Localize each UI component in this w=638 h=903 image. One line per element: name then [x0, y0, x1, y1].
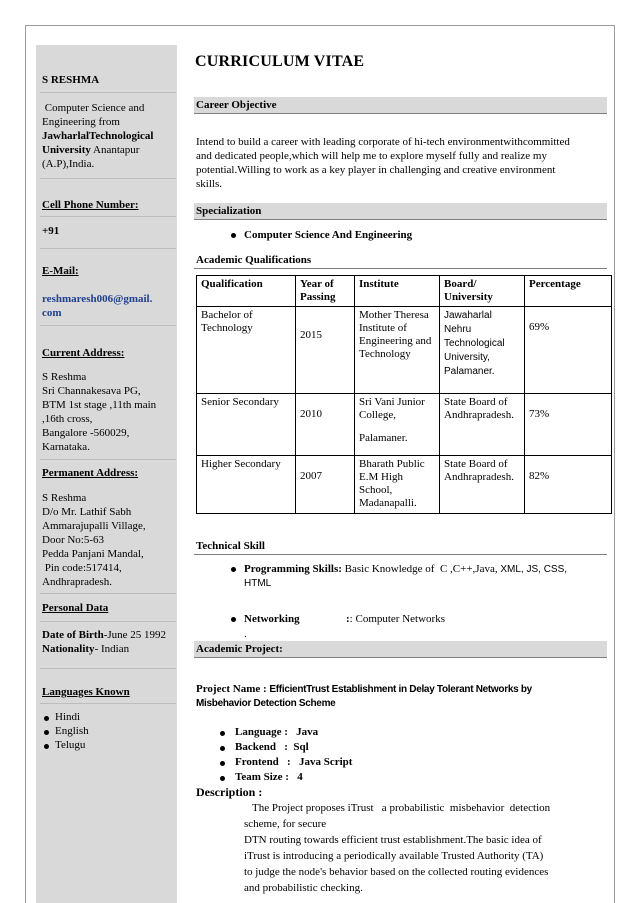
table-header-row — [197, 276, 612, 307]
institute-line: Palamaner. — [359, 432, 408, 444]
edu-line: JawharlalTechnological — [42, 130, 154, 142]
bullet-icon — [44, 716, 49, 721]
edu-line — [42, 143, 174, 157]
page-title: CURRICULUM VITAE — [195, 53, 365, 70]
edu-city: Anantapur — [90, 144, 140, 156]
languages-label: Languages Known — [42, 686, 130, 698]
current-address — [42, 370, 174, 454]
address-line: Sri Channakesava PG, — [42, 385, 141, 397]
table-cell: 2010 — [296, 394, 355, 456]
language-item: Hindi — [55, 711, 81, 723]
phone-value: +91 — [42, 225, 60, 237]
divider — [40, 621, 176, 622]
table-cell: State Board of Andhrapradesh. — [440, 456, 525, 514]
text-line: DTN routing towards efficient trust establishment.The basic idea of — [244, 834, 542, 846]
divider — [40, 593, 176, 594]
networking-text: : Computer Networks — [349, 613, 445, 625]
column-header: Qualification — [197, 276, 296, 307]
nationality-value: - Indian — [94, 643, 130, 655]
project-name-label: Project Name : — [196, 683, 270, 695]
table-cell: 69% — [525, 307, 612, 394]
address-line: BTM 1st stage ,11th main — [42, 399, 157, 411]
table-cell: 82% — [525, 456, 612, 514]
project-name — [196, 682, 606, 697]
description-text — [244, 800, 604, 896]
phone-label: Cell Phone Number: — [42, 199, 139, 211]
table-cell: Bachelor of Technology — [197, 307, 296, 394]
edu-university: University — [42, 144, 91, 156]
column-header: Year of Passing — [296, 276, 355, 307]
email-line[interactable]: com — [42, 307, 62, 319]
address-line: Pedda Panjani Mandal, — [42, 548, 144, 560]
nationality — [42, 642, 174, 656]
project-name-value: EfficientTrust Establishment in Delay Tolerant Networks by — [269, 684, 532, 695]
language-item: English — [55, 725, 89, 737]
academic-qualifications-heading: Academic Qualifications — [194, 252, 607, 269]
divider — [40, 216, 176, 217]
bullet-icon — [231, 567, 236, 572]
address-line: S Reshma — [42, 492, 87, 504]
bullet-icon — [231, 617, 236, 622]
table-row — [197, 394, 612, 456]
language-item: Telugu — [55, 739, 86, 751]
project-detail-item: Team Size : 4 — [235, 771, 303, 783]
academic-project-heading: Academic Project: — [194, 641, 607, 658]
edu-line: (A.P),India. — [42, 158, 95, 170]
programming-skills-line2: HTML — [244, 578, 272, 589]
address-line: Andhrapradesh. — [42, 576, 112, 588]
table-cell: Bharath Public E.M High School, Madanapalli. — [355, 456, 440, 514]
email-line[interactable]: reshmaresh006@gmail. — [42, 293, 153, 305]
address-line: ,16th cross, — [42, 413, 93, 425]
career-objective-text — [196, 135, 606, 191]
nationality-label: Nationality — [42, 643, 95, 655]
text-line: skills. — [196, 178, 222, 190]
text-line: and dedicated people,which will help me to explore myself fully and realize my — [196, 150, 547, 162]
bullet-icon — [44, 744, 49, 749]
programming-skills — [244, 562, 604, 577]
edu-line: Engineering from — [42, 116, 120, 128]
address-line: Bangalore -560029, — [42, 427, 130, 439]
table-row — [197, 456, 612, 514]
table-cell: State Board of Andhrapradesh. — [440, 394, 525, 456]
divider — [40, 92, 176, 93]
text-line: and probabilistic checking. — [244, 882, 363, 894]
column-header: Board/ University — [440, 276, 525, 307]
address-line: Door No:5-63 — [42, 534, 105, 546]
divider — [40, 459, 176, 460]
bullet-icon — [220, 731, 225, 736]
table-cell — [355, 394, 440, 456]
divider — [40, 668, 176, 669]
description-heading: Description : — [196, 785, 263, 799]
divider — [40, 703, 176, 704]
specialization-item: Computer Science And Engineering — [244, 229, 413, 241]
institute-line: Sri Vani Junior College, — [359, 396, 425, 421]
table-cell: 73% — [525, 394, 612, 456]
bullet-icon — [44, 730, 49, 735]
text-line: scheme, for secure — [244, 818, 327, 830]
networking-label: Networking — [244, 613, 300, 625]
bullet-icon — [231, 233, 236, 238]
specialization-heading: Specialization — [194, 203, 607, 220]
personal-data-label: Personal Data — [42, 602, 109, 614]
bullet-icon — [220, 776, 225, 781]
text-line: potential.Willing to work as a key player in challenging and creative environment — [196, 164, 556, 176]
column-header: Percentage — [525, 276, 612, 307]
programming-value: Basic Knowledge of C ,C++,Java, — [341, 563, 498, 575]
technical-skill-heading: Technical Skill — [194, 538, 607, 555]
address-line: S Reshma — [42, 371, 87, 383]
qualifications-table — [196, 275, 612, 514]
divider — [40, 178, 176, 179]
edu-line: Computer Science and — [42, 102, 145, 114]
address-line: Karnataka. — [42, 441, 90, 453]
permanent-address — [42, 491, 174, 589]
education-summary — [42, 101, 174, 171]
dob-value: -June 25 1992 — [103, 629, 167, 641]
bullet-icon — [220, 746, 225, 751]
project-detail-item: Language : Java — [235, 726, 319, 738]
table-cell: Jawaharlal Nehru Technological University, Palamaner. — [440, 307, 525, 394]
project-name-line2: Misbehavior Detection Scheme — [196, 698, 336, 709]
networking-value: :: Computer Networks — [346, 613, 445, 625]
project-detail-item: Backend : Sql — [235, 741, 309, 753]
table-cell: 2007 — [296, 456, 355, 514]
career-objective-heading: Career Objective — [194, 97, 607, 114]
address-line: Ammarajupalli Village, — [42, 520, 146, 532]
bullet-icon — [220, 761, 225, 766]
date-of-birth — [42, 628, 182, 642]
permanent-address-label: Permanent Address: — [42, 467, 139, 479]
current-address-label: Current Address: — [42, 347, 125, 359]
programming-value: XML, JS, CSS, — [497, 564, 568, 575]
email-value[interactable] — [42, 292, 174, 320]
divider — [40, 325, 176, 326]
table-cell: 2015 — [296, 307, 355, 394]
text-line: Intend to build a career with leading corporate of hi-tech environmentwithcommitted — [196, 136, 570, 148]
text-line: The Project proposes iTrust a probabilistic misbehavior detection — [244, 802, 551, 814]
table-cell: Senior Secondary — [197, 394, 296, 456]
table-row — [197, 307, 612, 394]
column-header: Institute — [355, 276, 440, 307]
candidate-name: S RESHMA — [42, 74, 100, 86]
divider — [40, 248, 176, 249]
table-cell: Higher Secondary — [197, 456, 296, 514]
text-line: to judge the node's behavior based on the collected routing evidences — [244, 866, 549, 878]
dob-label: Date of Birth — [42, 629, 104, 641]
address-line: D/o Mr. Lathif Sabh — [42, 506, 132, 518]
project-detail-item: Frontend : Java Script — [235, 756, 353, 768]
text-line: iTrust is introducing a periodically available Trusted Authority (TA) — [244, 850, 544, 862]
address-line: Pin code:517414, — [42, 562, 122, 574]
programming-label: Programming Skills: — [244, 563, 342, 575]
networking-dot: . — [244, 628, 247, 640]
email-label: E-Mail: — [42, 265, 79, 277]
table-cell: Mother Theresa Institute of Engineering and Technology — [355, 307, 440, 394]
